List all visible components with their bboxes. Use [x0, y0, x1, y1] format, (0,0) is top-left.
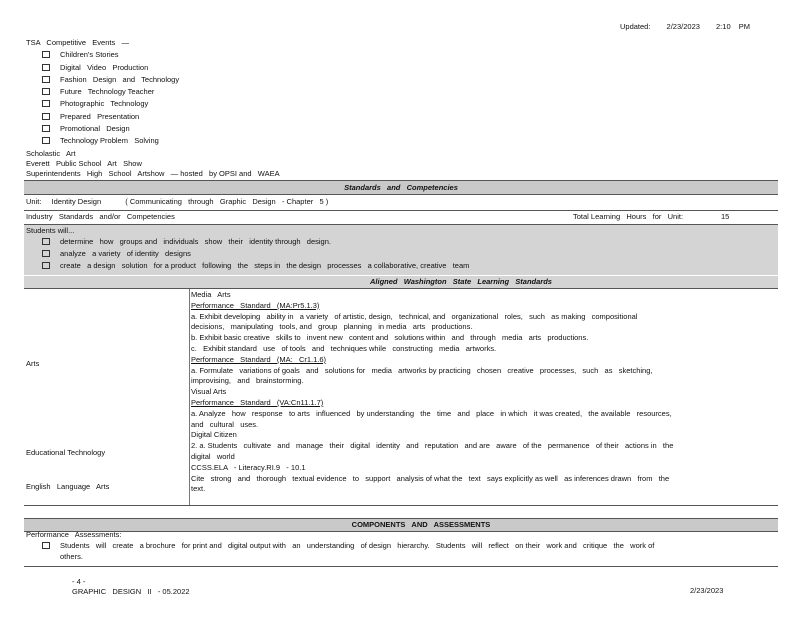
- unit-label: Unit:: [26, 197, 42, 206]
- standard-line: Media Arts: [191, 290, 231, 299]
- other-event: Superintendents High School Artshow — hosted by OPSI and WAEA: [26, 168, 280, 178]
- standard-line: a. Exhibit developing ability in a variety of artistic, design, technical, and organizational roles, such as making compositional: [191, 311, 638, 321]
- updated-ampm: PM: [738, 22, 750, 31]
- standards-text: [191, 290, 774, 495]
- standard-line: Visual Arts: [191, 387, 227, 397]
- page-number: - 4 -: [72, 577, 86, 586]
- total-hours-value: 15: [721, 212, 730, 221]
- standard-line: a. Formulate variations of goals and solutions for media artworks by practicing chosen creative processes, such as sketching,: [191, 365, 653, 375]
- other-event: Scholastic Art: [26, 148, 76, 158]
- standard-line: Performance Standard (VA:Cn11.1.7): [191, 397, 324, 407]
- tsa-event: Photographic Technology: [26, 99, 426, 111]
- unit-row: [26, 197, 776, 208]
- divider: [24, 566, 778, 567]
- standard-line: a. Analyze how response to arts influenced by understanding the time and place in which it was created, the available resources,: [191, 408, 672, 418]
- components-band: COMPONENTS AND ASSESSMENTS: [24, 518, 778, 532]
- standard-line: decisions, manipulating tools, and group planning in media arts productions.: [191, 322, 473, 332]
- checkbox-bullet-icon: [42, 262, 50, 269]
- performance-item-cont: others.: [60, 551, 83, 561]
- standards-band: Standards and Competencies: [24, 180, 778, 195]
- standard-line: 2. a. Students cultivate and manage their digital identity and reputation and are aware of the permanence of their actions in the: [191, 441, 674, 451]
- footer-date: 2/23/2023: [690, 586, 724, 595]
- standard-line: CCSS.ELA - Literacy.RI.9 - 10.1: [191, 462, 306, 472]
- standard-line: b. Exhibit basic creative skills to invent new content and solutions within and through media arts productions.: [191, 333, 589, 343]
- table-column-divider: [189, 289, 190, 505]
- student-objective: analyze a variety of identity designs: [26, 249, 191, 260]
- tsa-event: Fashion Design and Technology: [26, 75, 426, 87]
- updated-stamp: [620, 22, 764, 33]
- checkbox-bullet-icon: [42, 125, 50, 132]
- student-objective: determine how groups and individuals show their identity through design.: [26, 237, 331, 248]
- checkbox-bullet-icon: [42, 88, 50, 95]
- aligned-standards-table: [24, 288, 778, 506]
- checkbox-bullet-icon: [42, 51, 50, 58]
- performance-assessments: [26, 530, 776, 563]
- checkbox-bullet-icon: [42, 137, 50, 144]
- standard-line: improvising, and brainstorming.: [191, 376, 304, 386]
- standard-line: and cultural uses.: [191, 419, 259, 429]
- student-objective: create a design solution for a product following the steps in the design processes a collaborative, creative team: [26, 261, 469, 272]
- tsa-event: Promotional Design: [26, 124, 426, 136]
- checkbox-bullet-icon: [42, 100, 50, 107]
- aligned-standards-band: Aligned Washington State Learning Standards: [24, 276, 778, 289]
- tsa-event: Technology Problem Solving: [26, 136, 426, 148]
- checkbox-bullet-icon: [42, 542, 50, 549]
- unit-name: Identity Design: [51, 197, 102, 206]
- tsa-event: Prepared Presentation: [26, 112, 426, 124]
- checkbox-bullet-icon: [42, 64, 50, 71]
- students-will-area: [24, 225, 778, 275]
- checkbox-bullet-icon: [42, 76, 50, 83]
- checkbox-bullet-icon: [42, 238, 50, 245]
- standard-line: c. Exhibit standard use of tools and techniques while constructing media artworks.: [191, 343, 497, 353]
- performance-item: Students will create a brochure for print and digital output with an understanding of design hierarchy. Students will reflect on their work and critique the work of: [26, 541, 776, 552]
- performance-label: Performance Assessments:: [26, 530, 122, 539]
- tsa-event: Future Technology Teacher: [26, 87, 426, 99]
- industry-row: [26, 212, 776, 223]
- row-label-ela: English Language Arts: [26, 482, 110, 491]
- industry-label: Industry Standards and/or Competencies: [26, 212, 175, 221]
- tsa-event: Digital Video Production: [26, 63, 426, 75]
- course-name: GRAPHIC DESIGN II - 05.2022: [72, 587, 190, 597]
- standard-line: Cite strong and thorough textual evidence to support analysis of what the text says explicitly as well as inferences drawn from the: [191, 473, 670, 483]
- other-event: Everett Public School Art Show: [26, 158, 142, 168]
- standard-line: Digital Citizen: [191, 430, 237, 440]
- standard-line: text.: [191, 484, 206, 494]
- unit-detail: ( Communicating through Graphic Design - Chapter 5 ): [125, 197, 329, 206]
- tsa-event: Children's Stories: [26, 50, 426, 62]
- students-will-lead: Students will...: [26, 226, 75, 235]
- footer-left: [72, 577, 190, 597]
- tsa-events-block: [26, 38, 426, 179]
- standard-line: digital world: [191, 451, 235, 461]
- standard-line: Performance Standard (MA:Pr5.1.3): [191, 300, 320, 310]
- row-label-arts: Arts: [26, 359, 40, 368]
- row-label-edtech: Educational Technology: [26, 448, 106, 457]
- checkbox-bullet-icon: [42, 250, 50, 257]
- checkbox-bullet-icon: [42, 113, 50, 120]
- updated-label: Updated:: [620, 22, 651, 31]
- updated-date: 2/23/2023: [666, 22, 700, 31]
- tsa-heading: TSA Competitive Events —: [26, 38, 129, 47]
- divider: [24, 210, 778, 211]
- updated-time: 2:10: [716, 22, 731, 31]
- total-hours-label: Total Learning Hours for Unit:: [573, 212, 684, 221]
- standard-line: Performance Standard (MA: Cr1.1.6): [191, 354, 327, 364]
